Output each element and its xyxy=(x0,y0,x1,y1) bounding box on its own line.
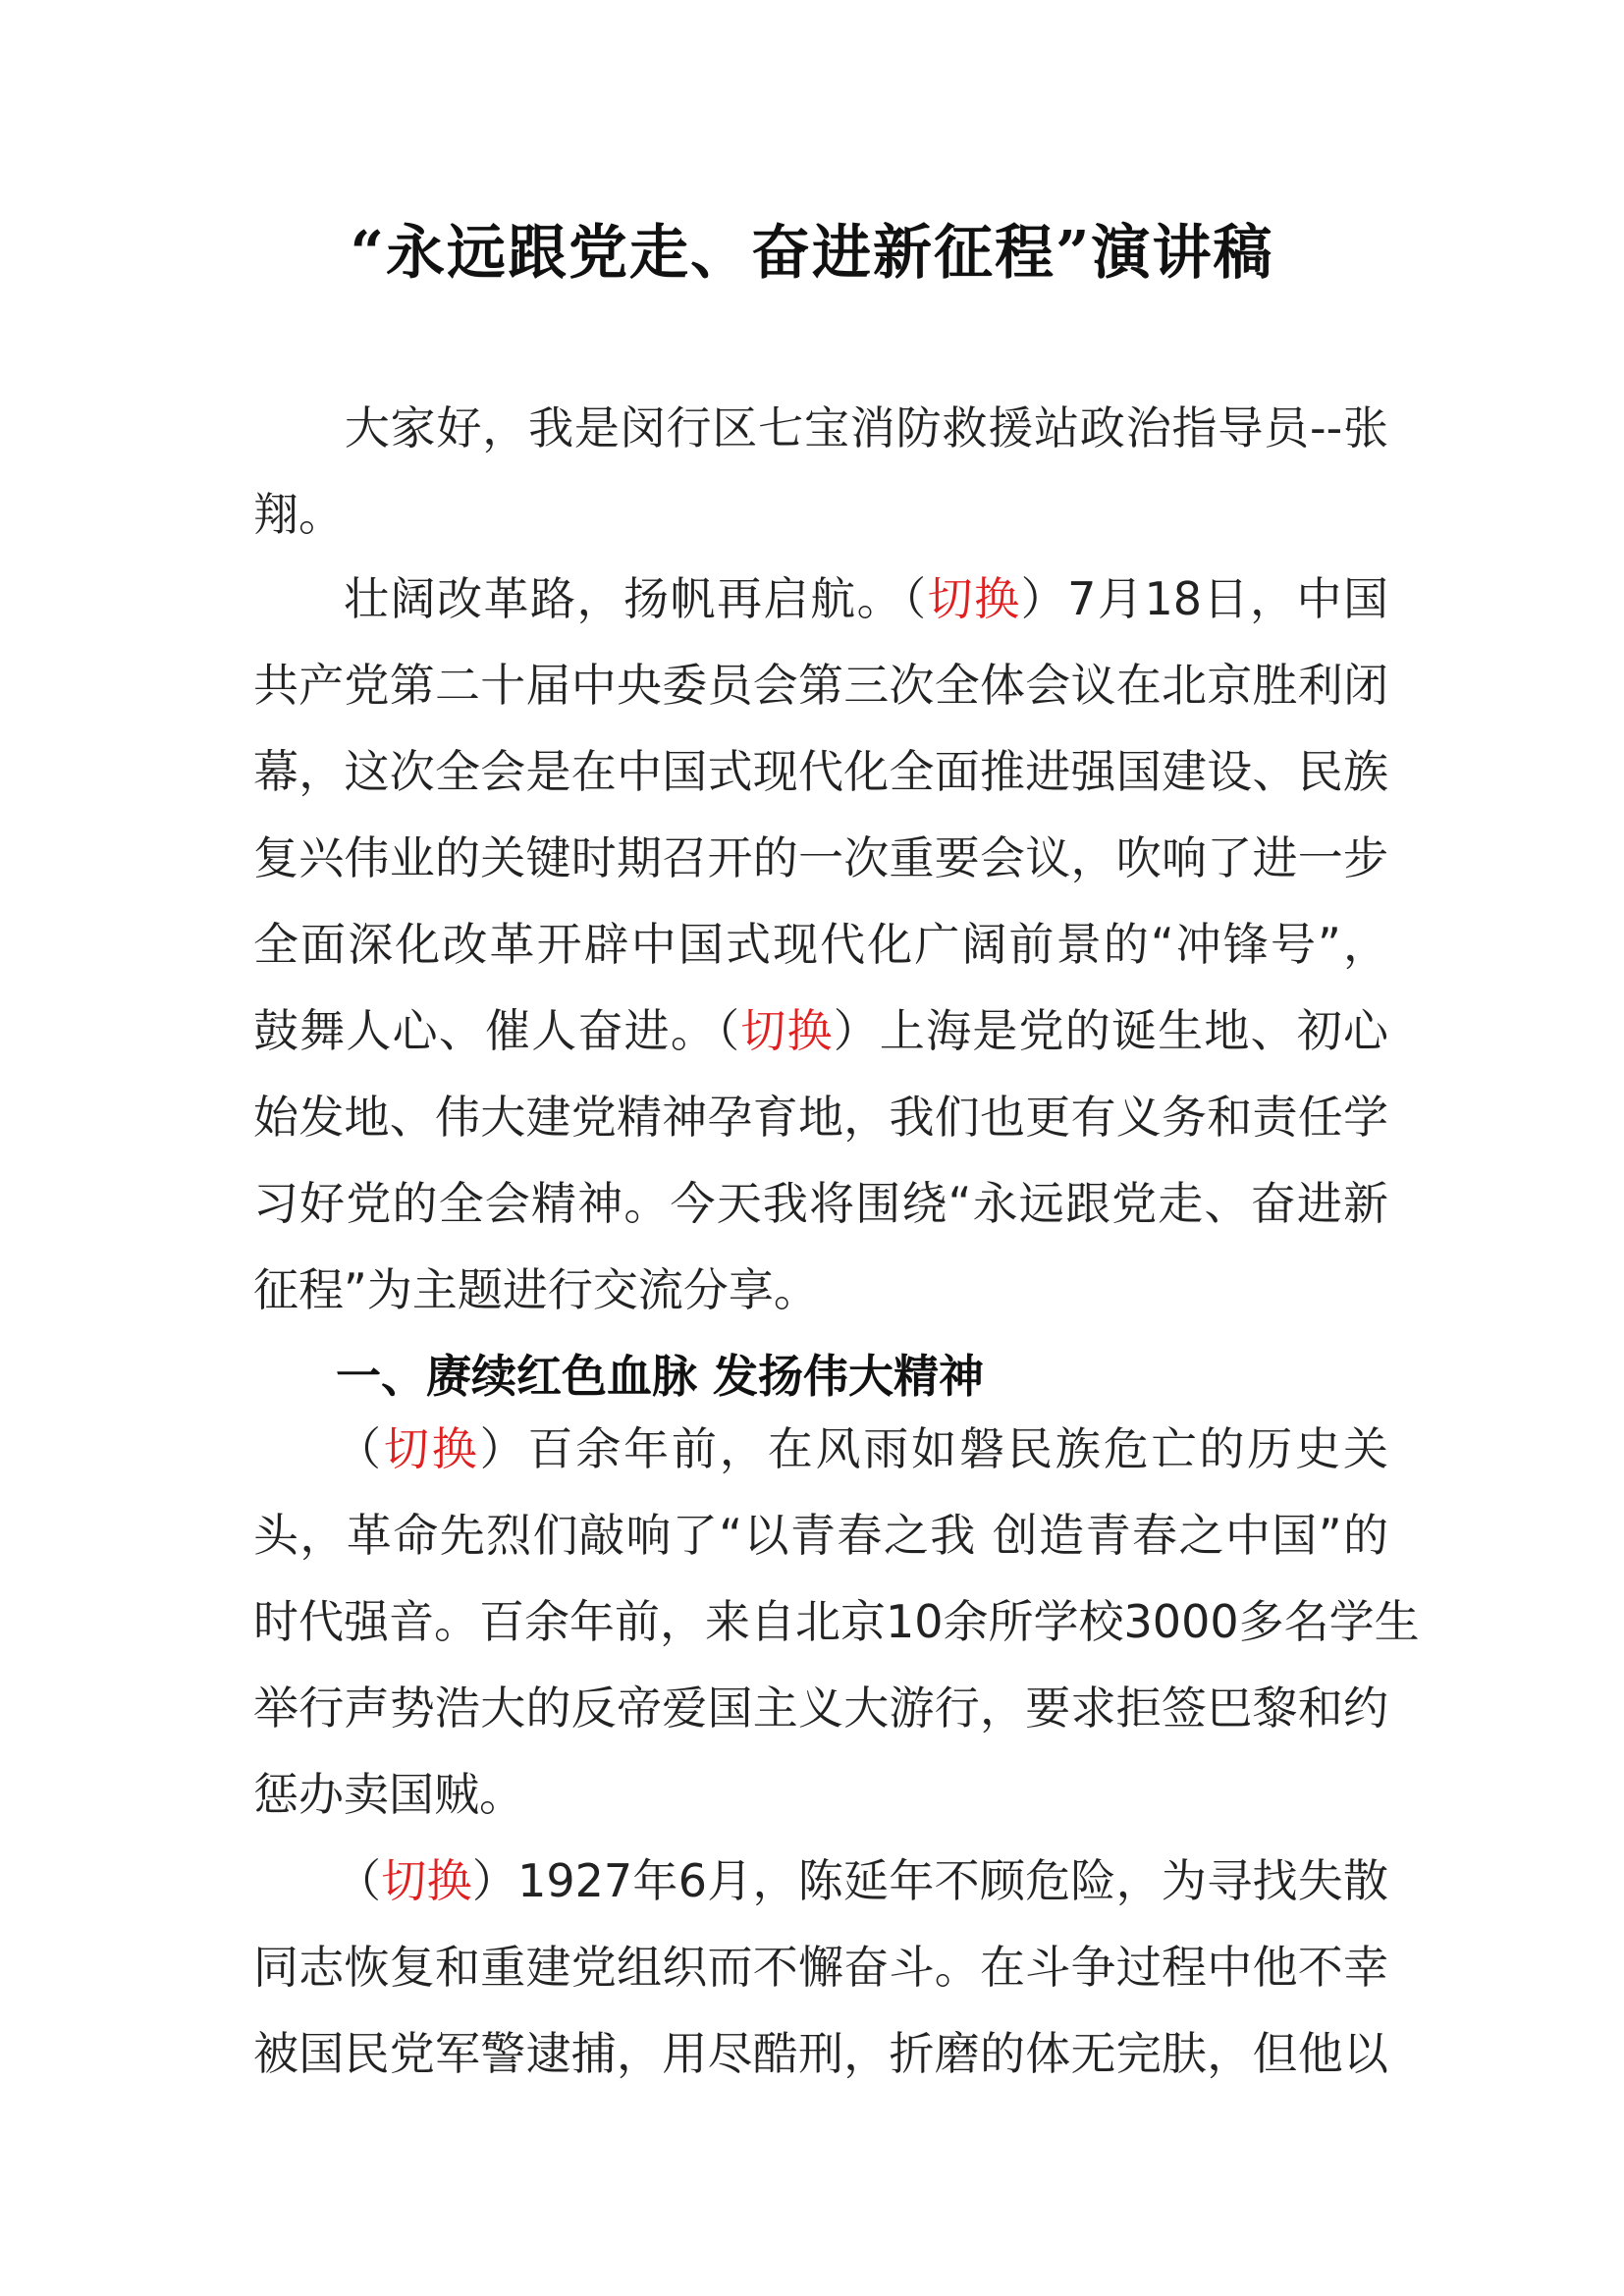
paragraph-2-line-4: 复兴伟业的关键时期召开的一次重要会议，吹响了进一步 xyxy=(253,831,1388,884)
paragraph-3-line-3: 时代强音。百余年前，来自北京10余所学校3000多名学生 xyxy=(253,1595,1420,1648)
switch-marker: 切换 xyxy=(381,1854,472,1907)
paragraph-3-line-2: 头，革命先烈们敲响了“以青春之我 创造青春之中国”的 xyxy=(253,1509,1388,1562)
paragraph-3-line-4: 举行声势浩大的反帝爱国主义大游行，要求拒签巴黎和约 xyxy=(253,1682,1388,1735)
paragraph-3-line-5: 惩办卖国贼。 xyxy=(253,1768,524,1821)
paragraph-2-line-7: 始发地、伟大建党精神孕育地，我们也更有义务和责任学 xyxy=(253,1091,1388,1144)
section-1-heading: 一、赓续红色血脉 发扬伟大精神 xyxy=(336,1350,985,1403)
switch-marker: 切换 xyxy=(383,1422,480,1475)
paragraph-3-line-1: （切换）百余年前，在风雨如磐民族危亡的历史关 xyxy=(336,1422,1389,1475)
switch-marker: 切换 xyxy=(927,572,1021,625)
paragraph-2-line-2: 共产党第二十届中央委员会第三次全体会议在北京胜利闭 xyxy=(253,659,1388,712)
paragraph-2-line-5: 全面深化改革开辟中国式现代化广阔前景的“冲锋号”， xyxy=(253,918,1388,971)
paragraph-4-line-3: 被国民党军警逮捕，用尽酷刑，折磨的体无完肤，但他以 xyxy=(253,2027,1388,2080)
paragraph-2-line-3: 幕，这次全会是在中国式现代化全面推进强国建设、民族 xyxy=(253,745,1388,798)
paragraph-2-line-9: 征程”为主题进行交流分享。 xyxy=(253,1263,819,1316)
switch-marker: 切换 xyxy=(740,1004,834,1057)
paragraph-2-line-6: 鼓舞人心、催人奋进。（切换）上海是党的诞生地、初心 xyxy=(253,1004,1389,1057)
document-title: “永远跟党走、奋进新征程”演讲稿 xyxy=(350,219,1274,288)
paragraph-2-line-8: 习好党的全会精神。今天我将围绕“永远跟党走、奋进新 xyxy=(253,1177,1388,1230)
paragraph-4-line-1: （切换）1927年6月，陈延年不顾危险，为寻找失散 xyxy=(336,1854,1389,1907)
paragraph-2-line-1: 壮阔改革路，扬帆再启航。（切换）7月18日，中国 xyxy=(344,572,1389,625)
paragraph-1-line-1: 大家好，我是闵行区七宝消防救援站政治指导员--张 xyxy=(344,401,1388,454)
paragraph-4-line-2: 同志恢复和重建党组织而不懈奋斗。在斗争过程中他不幸 xyxy=(253,1941,1388,1994)
paragraph-1-line-2: 翔。 xyxy=(253,488,344,541)
